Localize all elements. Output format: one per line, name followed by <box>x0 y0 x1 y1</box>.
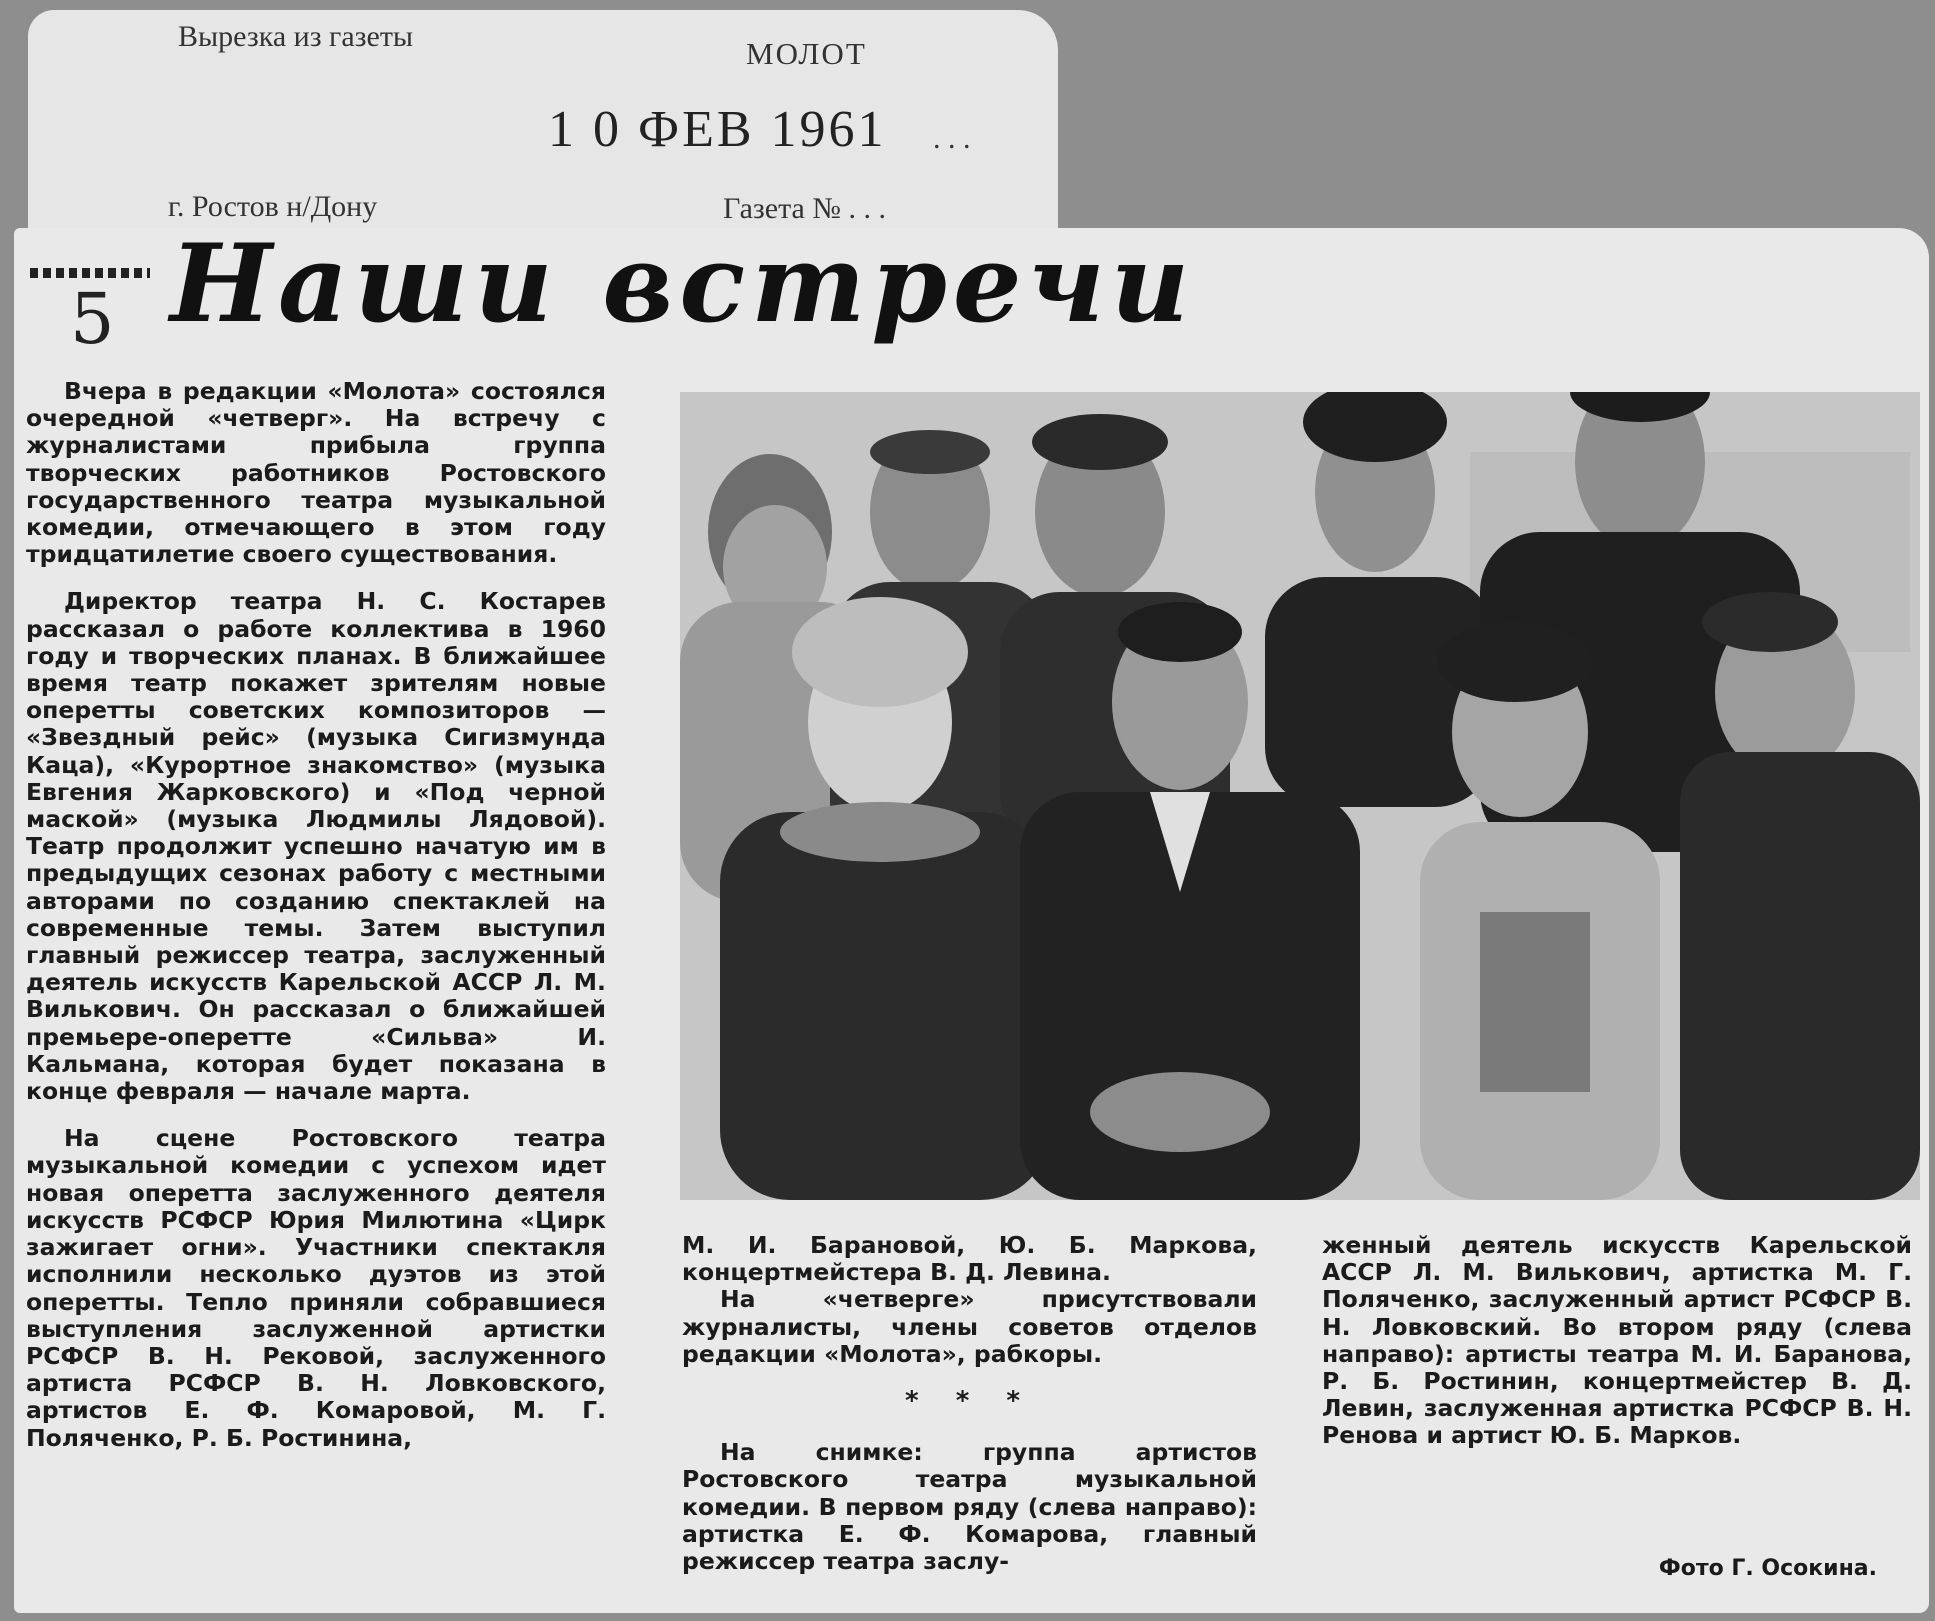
paragraph: Вчера в редакции «Молота» состоялся очередной «четверг». На встречу с журналистами прибыла группа творческих работников Ростовского государственного театра музыкальной комедии, отмечающего в этом году тридцатилетие своего существования. <box>26 377 606 569</box>
section-separator: * * * <box>905 1386 1034 1417</box>
headline: Наши встречи <box>170 221 1196 347</box>
city-label: г. Ростов н/Дону <box>168 190 378 223</box>
photo-caption-continued: женный деятель искусств Карельской АССР Л. М. Вилькович, артистка М. Г. Поляченко, заслуженный артист РСФСР В. Н. Ловковский. Во втором ряду (слева направо): артисты театра М. И. Баранова, Р. Б. Ростинин, концертмейстер В. Д. Левин, заслуженная артистка РСФСР В. Н. Ренова и артист Ю. Б. Марков. <box>1322 1231 1912 1450</box>
headline-box <box>170 221 1196 347</box>
paragraph: М. И. Барановой, Ю. Б. Маркова, концертмейстера В. Д. Левина. <box>682 1231 1257 1287</box>
group-photo-illustration <box>680 392 1920 1200</box>
issue-label: Газета № . . . <box>723 192 886 225</box>
article-column-1 <box>26 378 606 1472</box>
date-dots: . . . <box>933 122 971 155</box>
article-column-3 <box>1322 1232 1912 1470</box>
clipping-label-card <box>28 10 1058 250</box>
paragraph: На «четверге» присутствовали журналисты, члены советов отделов редакции «Молота», рабкоры. <box>682 1285 1257 1368</box>
photo-credit: Фото Г. Осокина. <box>1658 1556 1877 1581</box>
article-column-2 <box>682 1232 1257 1595</box>
date-stamp: 1 0 ФЕВ 1961 <box>548 101 887 158</box>
handwritten-mark: 5 <box>70 278 115 360</box>
newspaper-name: МОЛОТ <box>746 36 867 71</box>
paragraph: На сцене Ростовского театра музыкальной комедии с успехом идет новая оперетта заслуженного деятеля искусств РСФСР Юрия Милютина «Цирк зажигает огни». Участники спектакля исполнили несколько дуэтов из этой оперетты. Тепло приняли собравшиеся выступления заслуженной артистки РСФСР В. Н. Рековой, заслуженного артиста РСФСР В. Н. Ловковского, артистов Е. Ф. Комаровой, М. Г. Поляченко, Р. Б. Ростинина, <box>26 1124 606 1452</box>
clipping-from-label: Вырезка из газеты <box>178 20 414 53</box>
decorative-dashes <box>30 268 150 278</box>
photo-caption: На снимке: группа артистов Ростовского театра музыкальной комедии. В первом ряду (слева направо): артистка Е. Ф. Комарова, главный режиссер театра заслу- <box>682 1438 1257 1576</box>
paragraph: Директор театра Н. С. Костарев рассказал о работе коллектива в 1960 году и творческих планах. В ближайшее время театр покажет зрителям новые оперетты советских композиторов — «Звездный рейс» (музыка Сигизмунда Каца), «Курортное знакомство» (музыка Евгения Жарковского) и «Под черной маской» (музыка Людмилы Лядовой). Театр продолжит успешно начатую им в предыдущих сезонах работу с местными авторами по созданию спектаклей на современные темы. Затем выступил главный режиссер театра, заслуженный деятель искусств Карельской АССР Л. М. Вилькович. Он рассказал о ближайшей премьере-оперетте «Сильва» И. Кальмана, которая будет показана в конце февраля — начале марта. <box>26 587 606 1106</box>
group-photo <box>680 392 1920 1200</box>
